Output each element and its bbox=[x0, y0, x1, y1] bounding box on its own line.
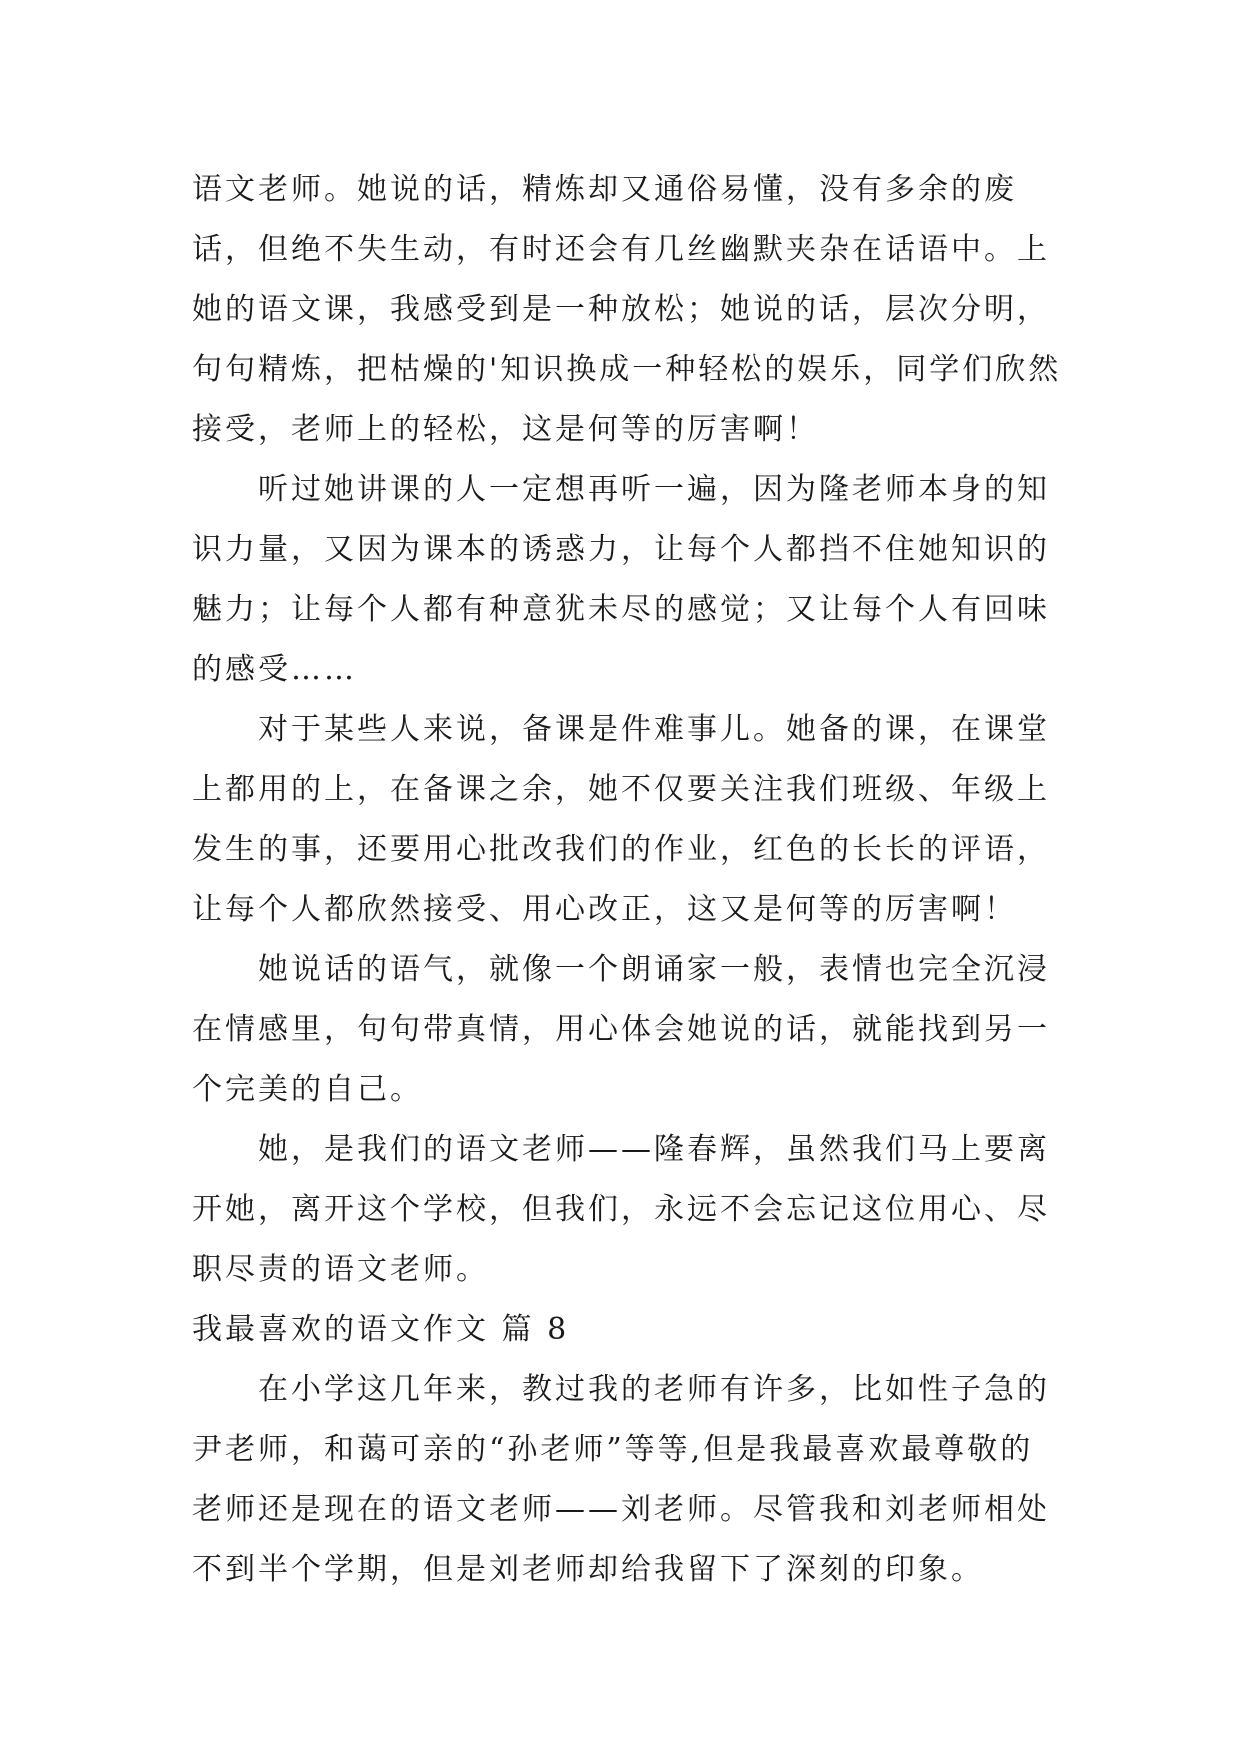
paragraph: 对于某些人来说，备课是件难事儿。她备的课，在课堂上都用的上，在备课之余，她不仅要关注我们班级、年级上发生的事，还要用心批改我们的作业，红色的长长的评语，让每个人都欣然接受、用心改正，这又是何等的厉害啊！ bbox=[192, 712, 1050, 927]
section-heading: 我最喜欢的语文作文 篇 8 bbox=[192, 1312, 570, 1347]
paragraph: 在小学这几年来，教过我的老师有许多，比如性子急的尹老师，和蔼可亲的“孙老师”等等,但是我最喜欢最尊敬的老师还是现在的语文老师——刘老师。尽管我和刘老师相处不到半个学期，但是刘老师却给我留下了深刻的印象。 bbox=[192, 1372, 1050, 1587]
paragraph: 她，是我们的语文老师——隆春辉，虽然我们马上要离开她，离开这个学校，但我们，永远不会忘记这位用心、尽职尽责的语文老师。 bbox=[192, 1132, 1050, 1287]
document-body bbox=[192, 160, 1062, 1600]
paragraph-continuation: 语文老师。她说的话，精炼却又通俗易懂，没有多余的废话，但绝不失生动，有时还会有几丝幽默夹杂在话语中。上她的语文课，我感受到是一种放松；她说的话，层次分明，句句精炼，把枯燥的'知识换成一种轻松的娱乐，同学们欣然接受，老师上的轻松，这是何等的厉害啊！ bbox=[192, 172, 1062, 447]
paragraph: 听过她讲课的人一定想再听一遍，因为隆老师本身的知识力量，又因为课本的诱惑力，让每个人都挡不住她知识的魅力；让每个人都有种意犹未尽的感觉；又让每个人有回味的感受…… bbox=[192, 472, 1050, 687]
paragraph: 她说话的语气，就像一个朗诵家一般，表情也完全沉浸在情感里，句句带真情，用心体会她说的话，就能找到另一个完美的自己。 bbox=[192, 952, 1050, 1107]
